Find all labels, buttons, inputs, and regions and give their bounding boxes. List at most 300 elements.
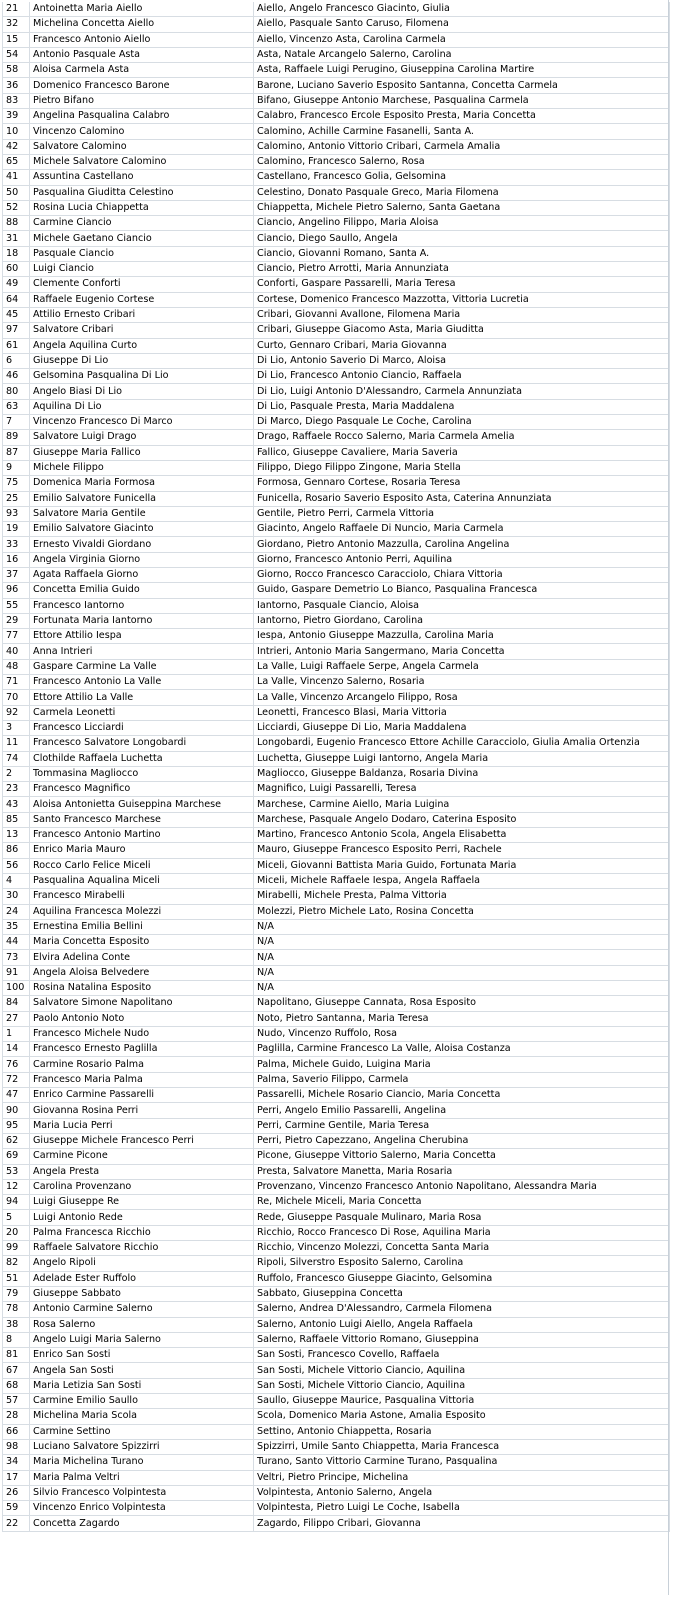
name-cell[interactable]: Anna Intrieri: [30, 644, 254, 659]
name-cell[interactable]: Aloisa Antonietta Guiseppina Marchese: [30, 797, 254, 812]
parents-cell[interactable]: Asta, Raffaele Luigi Perugino, Giuseppina Carolina Martire: [254, 63, 670, 78]
row-number-cell[interactable]: 2: [3, 766, 30, 781]
parents-cell[interactable]: Ricchio, Vincenzo Molezzi, Concetta Santa Maria: [254, 1241, 670, 1256]
parents-cell[interactable]: Giorno, Francesco Antonio Perri, Aquilina: [254, 552, 670, 567]
parents-cell[interactable]: Volpintesta, Antonio Salerno, Angela: [254, 1485, 670, 1500]
row-number-cell[interactable]: 63: [3, 399, 30, 414]
parents-cell[interactable]: Ruffolo, Francesco Giuseppe Giacinto, Gelsomina: [254, 1271, 670, 1286]
row-number-cell[interactable]: 3: [3, 720, 30, 735]
parents-cell[interactable]: Re, Michele Miceli, Maria Concetta: [254, 1195, 670, 1210]
row-number-cell[interactable]: 64: [3, 292, 30, 307]
name-cell[interactable]: Maria Concetta Esposito: [30, 935, 254, 950]
name-cell[interactable]: Francesco Antonio Aiello: [30, 32, 254, 47]
row-number-cell[interactable]: 69: [3, 1149, 30, 1164]
name-cell[interactable]: Fortunata Maria Iantorno: [30, 613, 254, 628]
row-number-cell[interactable]: 87: [3, 445, 30, 460]
row-number-cell[interactable]: 75: [3, 476, 30, 491]
row-number-cell[interactable]: 65: [3, 154, 30, 169]
row-number-cell[interactable]: 54: [3, 47, 30, 62]
parents-cell[interactable]: Conforti, Gaspare Passarelli, Maria Teresa: [254, 277, 670, 292]
row-number-cell[interactable]: 72: [3, 1072, 30, 1087]
parents-cell[interactable]: Picone, Giuseppe Vittorio Salerno, Maria Concetta: [254, 1149, 670, 1164]
row-number-cell[interactable]: 38: [3, 1317, 30, 1332]
row-number-cell[interactable]: 89: [3, 430, 30, 445]
row-number-cell[interactable]: 83: [3, 93, 30, 108]
row-number-cell[interactable]: 31: [3, 231, 30, 246]
parents-cell[interactable]: Salerno, Antonio Luigi Aiello, Angela Raffaela: [254, 1317, 670, 1332]
parents-cell[interactable]: Aiello, Angelo Francesco Giacinto, Giulia: [254, 2, 670, 17]
parents-cell[interactable]: Giorno, Rocco Francesco Caracciolo, Chiara Vittoria: [254, 567, 670, 582]
row-number-cell[interactable]: 68: [3, 1378, 30, 1393]
parents-cell[interactable]: Di Marco, Diego Pasquale Le Coche, Carolina: [254, 415, 670, 430]
parents-cell[interactable]: San Sosti, Francesco Covello, Raffaela: [254, 1348, 670, 1363]
name-cell[interactable]: Francesco Licciardi: [30, 720, 254, 735]
parents-cell[interactable]: Longobardi, Eugenio Francesco Ettore Achille Caracciolo, Giulia Amalia Ortenzia: [254, 736, 670, 751]
parents-cell[interactable]: Molezzi, Pietro Michele Lato, Rosina Concetta: [254, 904, 670, 919]
parents-cell[interactable]: Barone, Luciano Saverio Esposito Santanna, Concetta Carmela: [254, 78, 670, 93]
row-number-cell[interactable]: 76: [3, 1057, 30, 1072]
parents-cell[interactable]: Iantorno, Pasquale Ciancio, Aloisa: [254, 598, 670, 613]
parents-cell[interactable]: Zagardo, Filippo Cribari, Giovanna: [254, 1516, 670, 1531]
name-cell[interactable]: Tommasina Magliocco: [30, 766, 254, 781]
row-number-cell[interactable]: 52: [3, 200, 30, 215]
row-number-cell[interactable]: 45: [3, 307, 30, 322]
row-number-cell[interactable]: 26: [3, 1485, 30, 1500]
row-number-cell[interactable]: 34: [3, 1455, 30, 1470]
parents-cell[interactable]: Luchetta, Giuseppe Luigi Iantorno, Angela Maria: [254, 751, 670, 766]
row-number-cell[interactable]: 37: [3, 567, 30, 582]
parents-cell[interactable]: Martino, Francesco Antonio Scola, Angela Elisabetta: [254, 828, 670, 843]
name-cell[interactable]: Luigi Ciancio: [30, 262, 254, 277]
row-number-cell[interactable]: 25: [3, 491, 30, 506]
name-cell[interactable]: Ernesto Vivaldi Giordano: [30, 537, 254, 552]
row-number-cell[interactable]: 36: [3, 78, 30, 93]
parents-cell[interactable]: Scola, Domenico Maria Astone, Amalia Esposito: [254, 1409, 670, 1424]
parents-cell[interactable]: Intrieri, Antonio Maria Sangermano, Maria Concetta: [254, 644, 670, 659]
parents-cell[interactable]: Ciancio, Diego Saullo, Angela: [254, 231, 670, 246]
row-number-cell[interactable]: 22: [3, 1516, 30, 1531]
parents-cell[interactable]: Drago, Raffaele Rocco Salerno, Maria Carmela Amelia: [254, 430, 670, 445]
parents-cell[interactable]: Nudo, Vincenzo Ruffolo, Rosa: [254, 1026, 670, 1041]
parents-cell[interactable]: Salerno, Andrea D'Alessandro, Carmela Filomena: [254, 1302, 670, 1317]
parents-cell[interactable]: Miceli, Michele Raffaele Iespa, Angela Raffaela: [254, 873, 670, 888]
name-cell[interactable]: Maria Letizia San Sosti: [30, 1378, 254, 1393]
row-number-cell[interactable]: 29: [3, 613, 30, 628]
row-number-cell[interactable]: 24: [3, 904, 30, 919]
parents-cell[interactable]: Celestino, Donato Pasquale Greco, Maria Filomena: [254, 185, 670, 200]
name-cell[interactable]: Carmine Picone: [30, 1149, 254, 1164]
row-number-cell[interactable]: 88: [3, 216, 30, 231]
row-number-cell[interactable]: 16: [3, 552, 30, 567]
name-cell[interactable]: Michele Salvatore Calomino: [30, 154, 254, 169]
parents-cell[interactable]: La Valle, Vincenzo Arcangelo Filippo, Rosa: [254, 690, 670, 705]
name-cell[interactable]: Rosina Lucia Chiappetta: [30, 200, 254, 215]
name-cell[interactable]: Giuseppe Michele Francesco Perri: [30, 1133, 254, 1148]
name-cell[interactable]: Pasqualina Giuditta Celestino: [30, 185, 254, 200]
row-number-cell[interactable]: 17: [3, 1470, 30, 1485]
parents-cell[interactable]: San Sosti, Michele Vittorio Ciancio, Aquilina: [254, 1378, 670, 1393]
parents-cell[interactable]: Giordano, Pietro Antonio Mazzulla, Carolina Angelina: [254, 537, 670, 552]
parents-cell[interactable]: Mirabelli, Michele Presta, Palma Vittoria: [254, 889, 670, 904]
parents-cell[interactable]: Ciancio, Giovanni Romano, Santa A.: [254, 246, 670, 261]
row-number-cell[interactable]: 42: [3, 139, 30, 154]
row-number-cell[interactable]: 30: [3, 889, 30, 904]
row-number-cell[interactable]: 84: [3, 996, 30, 1011]
name-cell[interactable]: Michele Filippo: [30, 460, 254, 475]
parents-cell[interactable]: N/A: [254, 965, 670, 980]
name-cell[interactable]: Raffaele Salvatore Ricchio: [30, 1241, 254, 1256]
name-cell[interactable]: Aquilina Di Lio: [30, 399, 254, 414]
name-cell[interactable]: Salvatore Luigi Drago: [30, 430, 254, 445]
parents-cell[interactable]: Bifano, Giuseppe Antonio Marchese, Pasqualina Carmela: [254, 93, 670, 108]
row-number-cell[interactable]: 60: [3, 262, 30, 277]
name-cell[interactable]: Rosina Natalina Esposito: [30, 981, 254, 996]
parents-cell[interactable]: Filippo, Diego Filippo Zingone, Maria Stella: [254, 460, 670, 475]
parents-cell[interactable]: Palma, Michele Guido, Luigina Maria: [254, 1057, 670, 1072]
name-cell[interactable]: Carmine Ciancio: [30, 216, 254, 231]
parents-cell[interactable]: Di Lio, Francesco Antonio Ciancio, Raffaela: [254, 369, 670, 384]
row-number-cell[interactable]: 62: [3, 1133, 30, 1148]
name-cell[interactable]: Silvio Francesco Volpintesta: [30, 1485, 254, 1500]
parents-cell[interactable]: Ciancio, Angelino Filippo, Maria Aloisa: [254, 216, 670, 231]
row-number-cell[interactable]: 53: [3, 1164, 30, 1179]
parents-cell[interactable]: Noto, Pietro Santanna, Maria Teresa: [254, 1011, 670, 1026]
name-cell[interactable]: Domenico Francesco Barone: [30, 78, 254, 93]
parents-cell[interactable]: Giacinto, Angelo Raffaele Di Nuncio, Maria Carmela: [254, 522, 670, 537]
parents-cell[interactable]: Di Lio, Pasquale Presta, Maria Maddalena: [254, 399, 670, 414]
name-cell[interactable]: Giuseppe Sabbato: [30, 1286, 254, 1301]
parents-cell[interactable]: Ricchio, Rocco Francesco Di Rose, Aquilina Maria: [254, 1225, 670, 1240]
name-cell[interactable]: Salvatore Simone Napolitano: [30, 996, 254, 1011]
name-cell[interactable]: Enrico Carmine Passarelli: [30, 1088, 254, 1103]
row-number-cell[interactable]: 96: [3, 583, 30, 598]
name-cell[interactable]: Francesco Magnifico: [30, 782, 254, 797]
parents-cell[interactable]: Di Lio, Antonio Saverio Di Marco, Aloisa: [254, 353, 670, 368]
name-cell[interactable]: Francesco Michele Nudo: [30, 1026, 254, 1041]
name-cell[interactable]: Rocco Carlo Felice Miceli: [30, 858, 254, 873]
row-number-cell[interactable]: 35: [3, 919, 30, 934]
name-cell[interactable]: Michele Gaetano Ciancio: [30, 231, 254, 246]
row-number-cell[interactable]: 28: [3, 1409, 30, 1424]
parents-cell[interactable]: Cribari, Giovanni Avallone, Filomena Maria: [254, 307, 670, 322]
row-number-cell[interactable]: 21: [3, 2, 30, 17]
row-number-cell[interactable]: 39: [3, 109, 30, 124]
parents-cell[interactable]: Spizzirri, Umile Santo Chiappetta, Maria Francesca: [254, 1439, 670, 1454]
row-number-cell[interactable]: 77: [3, 629, 30, 644]
row-number-cell[interactable]: 66: [3, 1424, 30, 1439]
name-cell[interactable]: Enrico San Sosti: [30, 1348, 254, 1363]
parents-cell[interactable]: Di Lio, Luigi Antonio D'Alessandro, Carmela Annunziata: [254, 384, 670, 399]
name-cell[interactable]: Concetta Zagardo: [30, 1516, 254, 1531]
name-cell[interactable]: Francesco Mirabelli: [30, 889, 254, 904]
row-number-cell[interactable]: 79: [3, 1286, 30, 1301]
name-cell[interactable]: Salvatore Cribari: [30, 323, 254, 338]
name-cell[interactable]: Vincenzo Calomino: [30, 124, 254, 139]
parents-cell[interactable]: Castellano, Francesco Golia, Gelsomina: [254, 170, 670, 185]
row-number-cell[interactable]: 61: [3, 338, 30, 353]
row-number-cell[interactable]: 92: [3, 705, 30, 720]
name-cell[interactable]: Ettore Attilio La Valle: [30, 690, 254, 705]
row-number-cell[interactable]: 51: [3, 1271, 30, 1286]
name-cell[interactable]: Enrico Maria Mauro: [30, 843, 254, 858]
name-cell[interactable]: Clemente Conforti: [30, 277, 254, 292]
row-number-cell[interactable]: 59: [3, 1501, 30, 1516]
row-number-cell[interactable]: 27: [3, 1011, 30, 1026]
parents-cell[interactable]: Aiello, Vincenzo Asta, Carolina Carmela: [254, 32, 670, 47]
name-cell[interactable]: Raffaele Eugenio Cortese: [30, 292, 254, 307]
name-cell[interactable]: Michelina Concetta Aiello: [30, 17, 254, 32]
row-number-cell[interactable]: 12: [3, 1179, 30, 1194]
name-cell[interactable]: Concetta Emilia Guido: [30, 583, 254, 598]
name-cell[interactable]: Pietro Bifano: [30, 93, 254, 108]
parents-cell[interactable]: N/A: [254, 981, 670, 996]
name-cell[interactable]: Paolo Antonio Noto: [30, 1011, 254, 1026]
name-cell[interactable]: Pasqualina Aqualina Miceli: [30, 873, 254, 888]
row-number-cell[interactable]: 20: [3, 1225, 30, 1240]
row-number-cell[interactable]: 50: [3, 185, 30, 200]
row-number-cell[interactable]: 90: [3, 1103, 30, 1118]
row-number-cell[interactable]: 49: [3, 277, 30, 292]
name-cell[interactable]: Carmine Rosario Palma: [30, 1057, 254, 1072]
row-number-cell[interactable]: 81: [3, 1348, 30, 1363]
parents-cell[interactable]: Calomino, Achille Carmine Fasanelli, Santa A.: [254, 124, 670, 139]
row-number-cell[interactable]: 8: [3, 1332, 30, 1347]
name-cell[interactable]: Francesco Antonio Martino: [30, 828, 254, 843]
name-cell[interactable]: Angela Aloisa Belvedere: [30, 965, 254, 980]
parents-cell[interactable]: Marchese, Carmine Aiello, Maria Luigina: [254, 797, 670, 812]
row-number-cell[interactable]: 74: [3, 751, 30, 766]
name-cell[interactable]: Francesco Salvatore Longobardi: [30, 736, 254, 751]
row-number-cell[interactable]: 7: [3, 415, 30, 430]
parents-cell[interactable]: Saullo, Giuseppe Maurice, Pasqualina Vittoria: [254, 1394, 670, 1409]
row-number-cell[interactable]: 47: [3, 1088, 30, 1103]
parents-cell[interactable]: Settino, Antonio Chiappetta, Rosaria: [254, 1424, 670, 1439]
parents-cell[interactable]: Perri, Angelo Emilio Passarelli, Angelina: [254, 1103, 670, 1118]
row-number-cell[interactable]: 100: [3, 981, 30, 996]
row-number-cell[interactable]: 57: [3, 1394, 30, 1409]
name-cell[interactable]: Antoinetta Maria Aiello: [30, 2, 254, 17]
row-number-cell[interactable]: 98: [3, 1439, 30, 1454]
row-number-cell[interactable]: 70: [3, 690, 30, 705]
row-number-cell[interactable]: 43: [3, 797, 30, 812]
parents-cell[interactable]: Calomino, Antonio Vittorio Cribari, Carmela Amalia: [254, 139, 670, 154]
row-number-cell[interactable]: 18: [3, 246, 30, 261]
name-cell[interactable]: Vincenzo Enrico Volpintesta: [30, 1501, 254, 1516]
parents-cell[interactable]: Ciancio, Pietro Arrotti, Maria Annunziata: [254, 262, 670, 277]
parents-cell[interactable]: Iespa, Antonio Giuseppe Mazzulla, Carolina Maria: [254, 629, 670, 644]
parents-cell[interactable]: Magliocco, Giuseppe Baldanza, Rosaria Divina: [254, 766, 670, 781]
name-cell[interactable]: Giuseppe Maria Fallico: [30, 445, 254, 460]
parents-cell[interactable]: Presta, Salvatore Manetta, Maria Rosaria: [254, 1164, 670, 1179]
name-cell[interactable]: Carolina Provenzano: [30, 1179, 254, 1194]
row-number-cell[interactable]: 86: [3, 843, 30, 858]
row-number-cell[interactable]: 11: [3, 736, 30, 751]
name-cell[interactable]: Francesco Maria Palma: [30, 1072, 254, 1087]
name-cell[interactable]: Francesco Iantorno: [30, 598, 254, 613]
parents-cell[interactable]: Marchese, Pasquale Angelo Dodaro, Caterina Esposito: [254, 812, 670, 827]
name-cell[interactable]: Luciano Salvatore Spizzirri: [30, 1439, 254, 1454]
row-number-cell[interactable]: 56: [3, 858, 30, 873]
parents-cell[interactable]: Volpintesta, Pietro Luigi Le Coche, Isabella: [254, 1501, 670, 1516]
name-cell[interactable]: Agata Raffaela Giorno: [30, 567, 254, 582]
parents-cell[interactable]: Gentile, Pietro Perri, Carmela Vittoria: [254, 506, 670, 521]
name-cell[interactable]: Salvatore Calomino: [30, 139, 254, 154]
name-cell[interactable]: Rosa Salerno: [30, 1317, 254, 1332]
parents-cell[interactable]: Calomino, Francesco Salerno, Rosa: [254, 154, 670, 169]
row-number-cell[interactable]: 80: [3, 384, 30, 399]
row-number-cell[interactable]: 32: [3, 17, 30, 32]
parents-cell[interactable]: Passarelli, Michele Rosario Ciancio, Maria Concetta: [254, 1088, 670, 1103]
row-number-cell[interactable]: 95: [3, 1118, 30, 1133]
parents-cell[interactable]: Guido, Gaspare Demetrio Lo Bianco, Pasqualina Francesca: [254, 583, 670, 598]
row-number-cell[interactable]: 97: [3, 323, 30, 338]
row-number-cell[interactable]: 41: [3, 170, 30, 185]
parents-cell[interactable]: Formosa, Gennaro Cortese, Rosaria Teresa: [254, 476, 670, 491]
parents-cell[interactable]: Calabro, Francesco Ercole Esposito Presta, Maria Concetta: [254, 109, 670, 124]
row-number-cell[interactable]: 55: [3, 598, 30, 613]
name-cell[interactable]: Carmine Emilio Saullo: [30, 1394, 254, 1409]
name-cell[interactable]: Pasquale Ciancio: [30, 246, 254, 261]
row-number-cell[interactable]: 67: [3, 1363, 30, 1378]
row-number-cell[interactable]: 48: [3, 659, 30, 674]
parents-cell[interactable]: Funicella, Rosario Saverio Esposito Asta, Caterina Annunziata: [254, 491, 670, 506]
parents-cell[interactable]: Magnifico, Luigi Passarelli, Teresa: [254, 782, 670, 797]
name-cell[interactable]: Antonio Pasquale Asta: [30, 47, 254, 62]
name-cell[interactable]: Adelade Ester Ruffolo: [30, 1271, 254, 1286]
parents-cell[interactable]: Licciardi, Giuseppe Di Lio, Maria Maddalena: [254, 720, 670, 735]
name-cell[interactable]: Santo Francesco Marchese: [30, 812, 254, 827]
row-number-cell[interactable]: 13: [3, 828, 30, 843]
name-cell[interactable]: Angela Virginia Giorno: [30, 552, 254, 567]
parents-cell[interactable]: Turano, Santo Vittorio Carmine Turano, Pasqualina: [254, 1455, 670, 1470]
parents-cell[interactable]: Miceli, Giovanni Battista Maria Guido, Fortunata Maria: [254, 858, 670, 873]
name-cell[interactable]: Emilio Salvatore Funicella: [30, 491, 254, 506]
parents-cell[interactable]: Provenzano, Vincenzo Francesco Antonio Napolitano, Alessandra Maria: [254, 1179, 670, 1194]
row-number-cell[interactable]: 44: [3, 935, 30, 950]
parents-cell[interactable]: Perri, Pietro Capezzano, Angelina Cherubina: [254, 1133, 670, 1148]
row-number-cell[interactable]: 78: [3, 1302, 30, 1317]
row-number-cell[interactable]: 1: [3, 1026, 30, 1041]
parents-cell[interactable]: Rede, Giuseppe Pasquale Mulinaro, Maria Rosa: [254, 1210, 670, 1225]
name-cell[interactable]: Salvatore Maria Gentile: [30, 506, 254, 521]
name-cell[interactable]: Luigi Antonio Rede: [30, 1210, 254, 1225]
name-cell[interactable]: Angelo Luigi Maria Salerno: [30, 1332, 254, 1347]
name-cell[interactable]: Giuseppe Di Lio: [30, 353, 254, 368]
name-cell[interactable]: Carmine Settino: [30, 1424, 254, 1439]
row-number-cell[interactable]: 19: [3, 522, 30, 537]
name-cell[interactable]: Emilio Salvatore Giacinto: [30, 522, 254, 537]
name-cell[interactable]: Antonio Carmine Salerno: [30, 1302, 254, 1317]
row-number-cell[interactable]: 14: [3, 1042, 30, 1057]
parents-cell[interactable]: La Valle, Luigi Raffaele Serpe, Angela Carmela: [254, 659, 670, 674]
parents-cell[interactable]: Cortese, Domenico Francesco Mazzotta, Vittoria Lucretia: [254, 292, 670, 307]
row-number-cell[interactable]: 82: [3, 1256, 30, 1271]
name-cell[interactable]: Palma Francesca Ricchio: [30, 1225, 254, 1240]
name-cell[interactable]: Angelina Pasqualina Calabro: [30, 109, 254, 124]
parents-cell[interactable]: Mauro, Giuseppe Francesco Esposito Perri, Rachele: [254, 843, 670, 858]
row-number-cell[interactable]: 93: [3, 506, 30, 521]
name-cell[interactable]: Giovanna Rosina Perri: [30, 1103, 254, 1118]
row-number-cell[interactable]: 4: [3, 873, 30, 888]
parents-cell[interactable]: Palma, Saverio Filippo, Carmela: [254, 1072, 670, 1087]
parents-cell[interactable]: N/A: [254, 935, 670, 950]
row-number-cell[interactable]: 91: [3, 965, 30, 980]
name-cell[interactable]: Ettore Attilio Iespa: [30, 629, 254, 644]
name-cell[interactable]: Assuntina Castellano: [30, 170, 254, 185]
row-number-cell[interactable]: 9: [3, 460, 30, 475]
parents-cell[interactable]: N/A: [254, 950, 670, 965]
name-cell[interactable]: Angela San Sosti: [30, 1363, 254, 1378]
parents-cell[interactable]: Asta, Natale Arcangelo Salerno, Carolina: [254, 47, 670, 62]
parents-cell[interactable]: Ripoli, Silverstro Esposito Salerno, Carolina: [254, 1256, 670, 1271]
parents-cell[interactable]: Cribari, Giuseppe Giacomo Asta, Maria Giuditta: [254, 323, 670, 338]
row-number-cell[interactable]: 58: [3, 63, 30, 78]
row-number-cell[interactable]: 71: [3, 675, 30, 690]
parents-cell[interactable]: Aiello, Pasquale Santo Caruso, Filomena: [254, 17, 670, 32]
parents-cell[interactable]: Napolitano, Giuseppe Cannata, Rosa Esposito: [254, 996, 670, 1011]
name-cell[interactable]: Gaspare Carmine La Valle: [30, 659, 254, 674]
parents-cell[interactable]: Curto, Gennaro Cribari, Maria Giovanna: [254, 338, 670, 353]
name-cell[interactable]: Angelo Biasi Di Lio: [30, 384, 254, 399]
name-cell[interactable]: Aloisa Carmela Asta: [30, 63, 254, 78]
parents-cell[interactable]: Iantorno, Pietro Giordano, Carolina: [254, 613, 670, 628]
name-cell[interactable]: Gelsomina Pasqualina Di Lio: [30, 369, 254, 384]
name-cell[interactable]: Luigi Giuseppe Re: [30, 1195, 254, 1210]
name-cell[interactable]: Maria Michelina Turano: [30, 1455, 254, 1470]
parents-cell[interactable]: N/A: [254, 919, 670, 934]
parents-cell[interactable]: Salerno, Raffaele Vittorio Romano, Giuseppina: [254, 1332, 670, 1347]
name-cell[interactable]: Angela Aquilina Curto: [30, 338, 254, 353]
name-cell[interactable]: Attilio Ernesto Cribari: [30, 307, 254, 322]
row-number-cell[interactable]: 5: [3, 1210, 30, 1225]
name-cell[interactable]: Francesco Antonio La Valle: [30, 675, 254, 690]
parents-cell[interactable]: Sabbato, Giuseppina Concetta: [254, 1286, 670, 1301]
parents-cell[interactable]: Leonetti, Francesco Blasi, Maria Vittoria: [254, 705, 670, 720]
row-number-cell[interactable]: 46: [3, 369, 30, 384]
row-number-cell[interactable]: 10: [3, 124, 30, 139]
name-cell[interactable]: Clothilde Raffaela Luchetta: [30, 751, 254, 766]
parents-cell[interactable]: Veltri, Pietro Principe, Michelina: [254, 1470, 670, 1485]
row-number-cell[interactable]: 15: [3, 32, 30, 47]
name-cell[interactable]: Aquilina Francesca Molezzi: [30, 904, 254, 919]
row-number-cell[interactable]: 99: [3, 1241, 30, 1256]
row-number-cell[interactable]: 23: [3, 782, 30, 797]
name-cell[interactable]: Carmela Leonetti: [30, 705, 254, 720]
row-number-cell[interactable]: 85: [3, 812, 30, 827]
parents-cell[interactable]: La Valle, Vincenzo Salerno, Rosaria: [254, 675, 670, 690]
name-cell[interactable]: Francesco Ernesto Paglilla: [30, 1042, 254, 1057]
row-number-cell[interactable]: 6: [3, 353, 30, 368]
row-number-cell[interactable]: 94: [3, 1195, 30, 1210]
name-cell[interactable]: Domenica Maria Formosa: [30, 476, 254, 491]
row-number-cell[interactable]: 73: [3, 950, 30, 965]
row-number-cell[interactable]: 33: [3, 537, 30, 552]
parents-cell[interactable]: Chiappetta, Michele Pietro Salerno, Santa Gaetana: [254, 200, 670, 215]
name-cell[interactable]: Maria Lucia Perri: [30, 1118, 254, 1133]
parents-cell[interactable]: San Sosti, Michele Vittorio Ciancio, Aquilina: [254, 1363, 670, 1378]
parents-cell[interactable]: Paglilla, Carmine Francesco La Valle, Aloisa Costanza: [254, 1042, 670, 1057]
parents-cell[interactable]: Fallico, Giuseppe Cavaliere, Maria Saveria: [254, 445, 670, 460]
name-cell[interactable]: Angelo Ripoli: [30, 1256, 254, 1271]
name-cell[interactable]: Angela Presta: [30, 1164, 254, 1179]
name-cell[interactable]: Elvira Adelina Conte: [30, 950, 254, 965]
name-cell[interactable]: Maria Palma Veltri: [30, 1470, 254, 1485]
parents-cell[interactable]: Perri, Carmine Gentile, Maria Teresa: [254, 1118, 670, 1133]
name-cell[interactable]: Vincenzo Francesco Di Marco: [30, 415, 254, 430]
name-cell[interactable]: Michelina Maria Scola: [30, 1409, 254, 1424]
name-cell[interactable]: Ernestina Emilia Bellini: [30, 919, 254, 934]
row-number-cell[interactable]: 40: [3, 644, 30, 659]
